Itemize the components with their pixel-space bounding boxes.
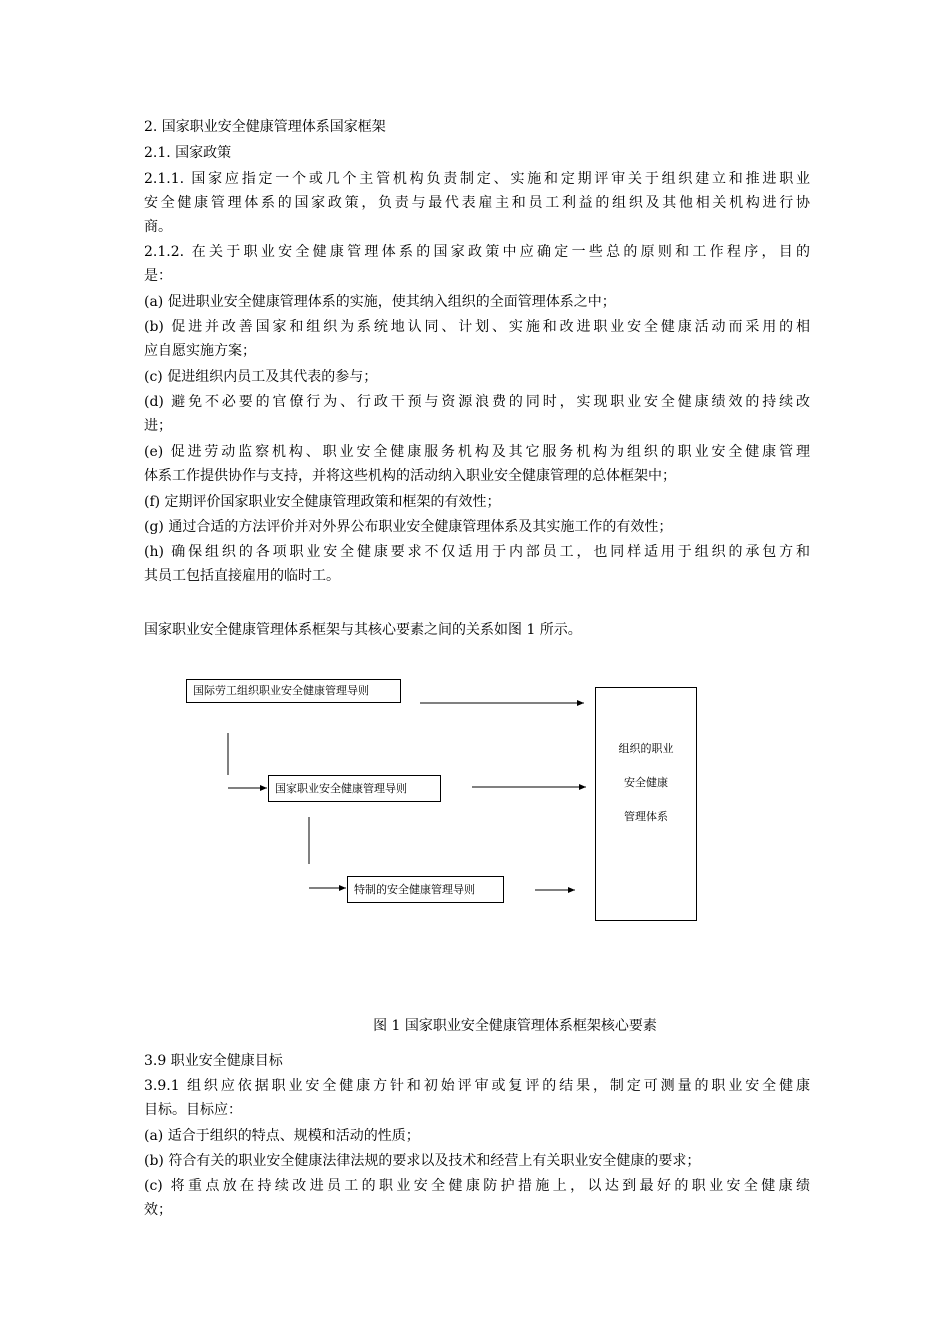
- diagram-connectors: [0, 660, 950, 960]
- org-box-line-2: 安全健康: [624, 776, 668, 789]
- paragraph-3-9-1-line-1: 3.9.1 组织应依据职业安全健康方针和初始评审或复评的结果，制定可测量的职业安全健康: [144, 1078, 810, 1094]
- figure-1-caption: 图 1 国家职业安全健康管理体系框架核心要素: [373, 1018, 657, 1034]
- objective-item-c-line-1: (c) 将重点放在持续改进员工的职业安全健康防护措施上，以达到最好的职业安全健康绩: [144, 1178, 810, 1194]
- objective-item-c-line-2: 效；: [144, 1202, 172, 1218]
- section-2-title: 2. 国家职业安全健康管理体系国家框架: [144, 119, 386, 135]
- org-box-line-3: 管理体系: [624, 810, 668, 823]
- paragraph-2-1-2-line-1: 2.1.2. 在关于职业安全健康管理体系的国家政策中应确定一些总的原则和工作程序，目的: [144, 244, 810, 260]
- paragraph-2-1-1-line-1: 2.1.1. 国家应指定一个或几个主管机构负责制定、实施和定期评审关于组织建立和推进职业: [144, 171, 810, 187]
- org-box-line-1: 组织的职业: [618, 742, 674, 755]
- paragraph-2-1-2-line-2: 是：: [144, 268, 172, 284]
- objective-item-a: (a) 适合于组织的特点、规模和活动的性质；: [144, 1128, 420, 1144]
- list-item-h-line-1: (h) 确保组织的各项职业安全健康要求不仅适用于内部员工，也同样适用于组织的承包方和: [144, 544, 810, 560]
- box-ilo-guidelines: 国际劳工组织职业安全健康管理导则: [186, 679, 401, 703]
- objective-item-b: (b) 符合有关的职业安全健康法律法规的要求以及技术和经营上有关职业安全健康的要求；: [144, 1153, 701, 1169]
- section-3-9-title: 3.9 职业安全健康目标: [144, 1053, 283, 1069]
- paragraph-2-1-1-line-2: 安全健康管理体系的国家政策，负责与最代表雇主和员工利益的组织及其他相关机构进行协: [144, 195, 810, 211]
- box-organization-oshms: [595, 687, 697, 921]
- list-item-f: (f) 定期评价国家职业安全健康管理政策和框架的有效性；: [144, 494, 501, 510]
- section-2-1-title: 2.1. 国家政策: [144, 145, 232, 161]
- list-item-d-line-2: 进；: [144, 418, 172, 434]
- list-item-h-line-2: 其员工包括直接雇用的临时工。: [144, 568, 340, 584]
- box-tailored-guidelines: 特制的安全健康管理导则: [347, 876, 504, 903]
- paragraph-2-1-1-line-3: 商。: [144, 219, 172, 235]
- figure-intro-text: 国家职业安全健康管理体系框架与其核心要素之间的关系如图 1 所示。: [144, 622, 582, 638]
- list-item-e-line-1: (e) 促进劳动监察机构、职业安全健康服务机构及其它服务机构为组织的职业安全健康管理: [144, 444, 810, 460]
- figure-1-diagram: [0, 660, 950, 960]
- list-item-g: (g) 通过合适的方法评价并对外界公布职业安全健康管理体系及其实施工作的有效性；: [144, 519, 673, 535]
- list-item-c: (c) 促进组织内员工及其代表的参与；: [144, 369, 378, 385]
- list-item-b-line-1: (b) 促进并改善国家和组织为系统地认同、计划、实施和改进职业安全健康活动而采用的相: [144, 319, 810, 335]
- paragraph-3-9-1-line-2: 目标。目标应：: [144, 1102, 242, 1118]
- list-item-a: (a) 促进职业安全健康管理体系的实施，使其纳入组织的全面管理体系之中；: [144, 294, 616, 310]
- box-national-guidelines: 国家职业安全健康管理导则: [268, 775, 441, 802]
- list-item-d-line-1: (d) 避免不必要的官僚行为、行政干预与资源浪费的同时，实现职业安全健康绩效的持续改: [144, 394, 810, 410]
- list-item-e-line-2: 体系工作提供协作与支持，并将这些机构的活动纳入职业安全健康管理的总体框架中；: [144, 468, 676, 484]
- list-item-b-line-2: 应自愿实施方案；: [144, 343, 256, 359]
